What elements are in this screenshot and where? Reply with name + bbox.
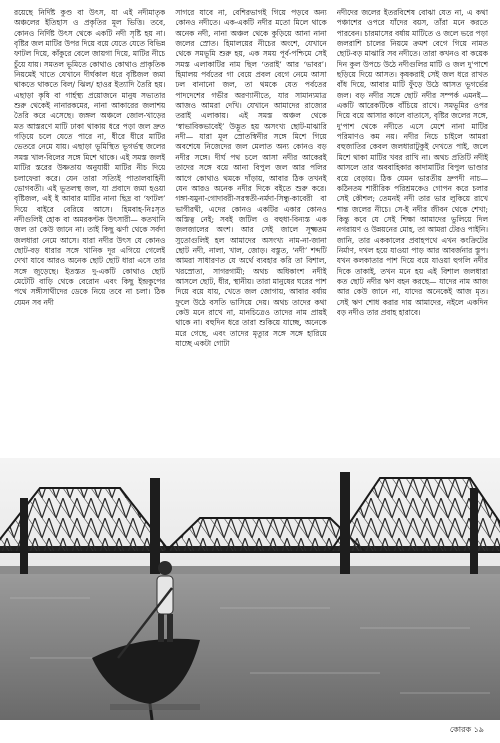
column-1-text: রয়েছে নির্দিষ্ট কুণ্ড বা উৎস, যা এই নদীমাতৃক অঞ্চলের ইতিহাস ও প্রকৃতির মূল ভিত্তি। তবে, কোনও নির্দিষ্ট উৎস থেকে একটি নদী সৃষ্টি হয় না। বৃষ্টির জল মাটির উপর দিয়ে বয়ে যেতে যেতে বিভিন্ন ফাটল দিয়ে, কাঁকুরে বেলে জায়গা দিয়ে, মাটির নীচে চুঁয়ে যায়। সমতল ভূমিতে কোথাও কোথাও প্রাকৃতিক নিয়মেই খাতে যেখানে দীর্ঘকাল ধরে বৃষ্টিজল জমা থাকতে থাকতে বিল/ ঝিল/ হাওর ইত্যাদি তৈরি হয়। এছাড়া কৃষি বা গার্হস্থ্য প্রয়োজনে মানুষ সভ্যতার শুরু থেকেই নানারকমের, নানা আকারের জলাশয় তৈরি করে এসেছে। জঙ্গল অঞ্চলে জোল-খাড়ের মত আস্তরণে মাটি ঢাকা থাকায় ধরে পড়া জল দ্রুত গড়িয়ে চলে যেতে পারে না, ধীরে ধীরে মাটির ভেতরে নেমে যায়। এছাড়া ভূমিস্থিত ভূগর্ভস্থ জলের সমস্ত খাল-বিলের সঙ্গে মিশে থাকে। এই সমস্ত জলই মাটির স্তরের উষ্ণতায় অনুযায়ী মাটির নীচ দিয়ে চলাফেরা করে। যেন তারা সত্যিই পাতালবাহিনী ভোগবতী। এই ভূতলস্থ জল, যা প্রবাদে জমা হওয়া বৃষ্টিজল, এই ই আবার মাটির নানা ছিদ্র বা ‘ফাটল’ দিয়ে বাইরে বেরিয়ে আসে। হিমবাহ-নিঃসৃত নদীগুলিই হোক বা অমরকণ্টক উৎসারী— কতখানি জল তা কেউ জানে না। তাই কিছু ঝর্ণা থেকে সর্বদা জলধারা নেমে আসে। যারা নদীর উৎস যে কোনও ছোট-বড় ধারার সঙ্গে খানিক দূর এগিয়ে গেলেই দেখা যাবে আরও অনেক ছোট ছোট ধারা এসে তার সঙ্গে জুড়েছে। ইতস্তত দু-একটি কোথাও ছোট মেটেটি বাড়ি থেকে বেরোন এবং কিছু ইন্দ্রকুপের পথে সঙ্গীসাথীদের ডেকে নিয়ে তবে না চলা। ঠিক যেমন সব নদী [14,8,166,307]
bridge-photo-illustration [0,458,500,720]
text-column-2 [175,8,326,454]
column-3-text: নদীদের জলের ইতরবিশেষ বোঝা যেত না, এ কথা পঞ্চাশের ওপরে যাঁদের বয়স, তাঁরা মনে করতে পারবেন। চারমাসের বর্ষায় মাটিতে ও জলে ভরে পড়া জলরাশি চালের নিয়মে ক্রমশ বেগে গিয়ে নামত ছোট-বড় মাঝারি সব নদীতে। তারা কখনও বা কয়েক দিন কুল উপচে উঠে নদীগুলির মাটি ও জল দু'পাশে ছড়িয়ে দিয়ে আসত। কৃষকরাই সেই জল ধরে রাখত বাঁধ দিয়ে, আবার মাটি ফুঁড়ে উঠে আসত ভূগর্ভের জল। বড় নদীর সঙ্গে ছোট নদীর সম্পর্ক এমনই— একটি আরেকটিকে বাঁচিয়ে রাখে। সমভূমির ওপর দিয়ে বয়ে আসার কালে বাতাসে, বৃষ্টির জলের সঙ্গে, দু'পাশ থেকে নদীতে এসে মেশে নানা মাটির পরিমাণও কম নয়। নদীর নিচে চাইলে আমরা বহুজাতির কেবল জলধারাটুকুই দেখতে পাই, জলে মিশে থাকা মাটির খবর রাখি না। অথচ প্রতিটি নদীই আসলে তার অববাহিকার কাদামাটির বিপুল ভাণ্ডার বয়ে বেড়ায়। ঠিক যেমন ভারতীয় দ্রুপদী নাচ— কঠিনতম শারীরিক পরিশ্রমকেও গোপন করে চলার সেই কৌশল; তেমনই নদী তার ভার লুকিয়ে রাখে শান্ত জলের নীচে। সে-ই নদীর জীবন থেকে শেখা; কিন্তু কবে যে সেই শিক্ষা আমাদের ভুলিয়ে দিল নগরায়ণ ও উন্নয়নের মোহ, তা আমরা টেরও পাইনি। জানি, তার এককালের প্রবাহপথে এখন কংক্রিটের নির্মাণ, দখল হয়ে যাওয়া পাড় আর আবর্জনার স্তূপ। যখন কলকাতার পাশ দিয়ে বয়ে যাওয়া হুগলি নদীর দিকে তাকাই, তখন মনে হয় এই বিশাল জলধারা কত ছোট নদীর ঋণ বহন করছে— যাদের নাম আজ আর কেউ জানে না, যাদের অনেকেই আজ মৃত। সেই ঋণ শোধ করার দায় আমাদের, নইলে একদিন বড় নদীও তার প্রবাহ হারাবে। [336,8,488,317]
text-column-3 [337,8,488,454]
river-bridge-photo [0,458,500,720]
page-folio: কোরক ১৯ [449,725,484,734]
article-body [14,8,488,454]
text-column-1 [14,8,165,454]
column-2-text: সাগরে যাবে না, বেশিরভাগই গিয়ে পড়বে অন্য কোনও নদীতে। এক-একটি নদীর মতো মিলে থাকে অনেক নদী, নানা অঞ্চল থেকে কুড়িয়ে আনা নানা জলের স্রোত। হিমালয়ের নীচের অংশে, যেখানে থেকে সমভূমি শুরু হয়, এক সময় পূর্ব-পশ্চিমে সেই সমস্ত এলাকাটির নাম ছিল ‘তরাই’ আর ‘ভাবর’। হিমালয় পর্বতের গা বেয়ে প্রবল বেগে নেমে আসা ঢল বানানো জল, তা থমকে যেত পর্বতের পাদদেশের গভীর অরণ্যানীতে, যার সামান্যমাত্র আজও আমরা দেখি। যেখানে আমাদের রাজ্যের তরাই এলাকায়। এই সমস্ত অঞ্চল থেকে ‘স্বাভাবিকভাবেই’ উদ্ভূত হয় অসংখ্য ছোট-মাঝারি নদী— যারা মূল স্রোতস্বিনীর সঙ্গে মিশে গিয়ে অবশেষে নিজেদের জল মেলাত অন্য কোনও বড় নদীর সঙ্গে। দীর্ঘ পথ চলে আসা নদীর আকেরই তাদের সঙ্গে বয়ে আনা বিপুল জল আর পলির আগে কোথাও থমকে দাঁড়ায়, আবার ঠিক তখনই যেন আরও অনেক নদীর দিকে বইতে শুরু করে। গঙ্গা-যমুনা-গোদাবরী-সরস্বতী-নর্মদা-সিন্ধু-কাবেরী বা ভাগীরথী, এদের কোনও একটির একার কোনও অস্তিত্ব নেই; সবই জটিল ও বহুধা-বিন্যস্ত এক জলজালের অংশ। আর সেই জালে সূক্ষ্মতম সুতোগুলিই হল আমাদের অসংখ্য নাম-না-জানা ছোট নদী, নালা, খাল, জোড়। বস্তুত, ‘নদী’ শব্দটি আমরা সাধারণত যে অর্থে ব্যবহার করি তা বিশাল, খরস্রোতা, সাগরগামী; অথচ অধিকাংশ নদীই আসলে ছোট, ধীর, স্থানীয়। তারা মানুষের ঘরের পাশ দিয়ে বয়ে যায়, খেতে জল জোগায়, আবার বর্ষায় ফুলে উঠে বসতি ভাসিয়ে দেয়। অথচ তাদের কথা কেউ মনে রাখে না, মানচিত্রেও তাদের নাম প্রায়ই থাকে না। বহুদিন ধরে তারা শুকিয়ে যাচ্ছে, অনেকে মরে গেছে, এবং তাদের মৃত্যুর সঙ্গে সঙ্গে হারিয়ে যাচ্ছে একটা গোটা [175,8,327,348]
